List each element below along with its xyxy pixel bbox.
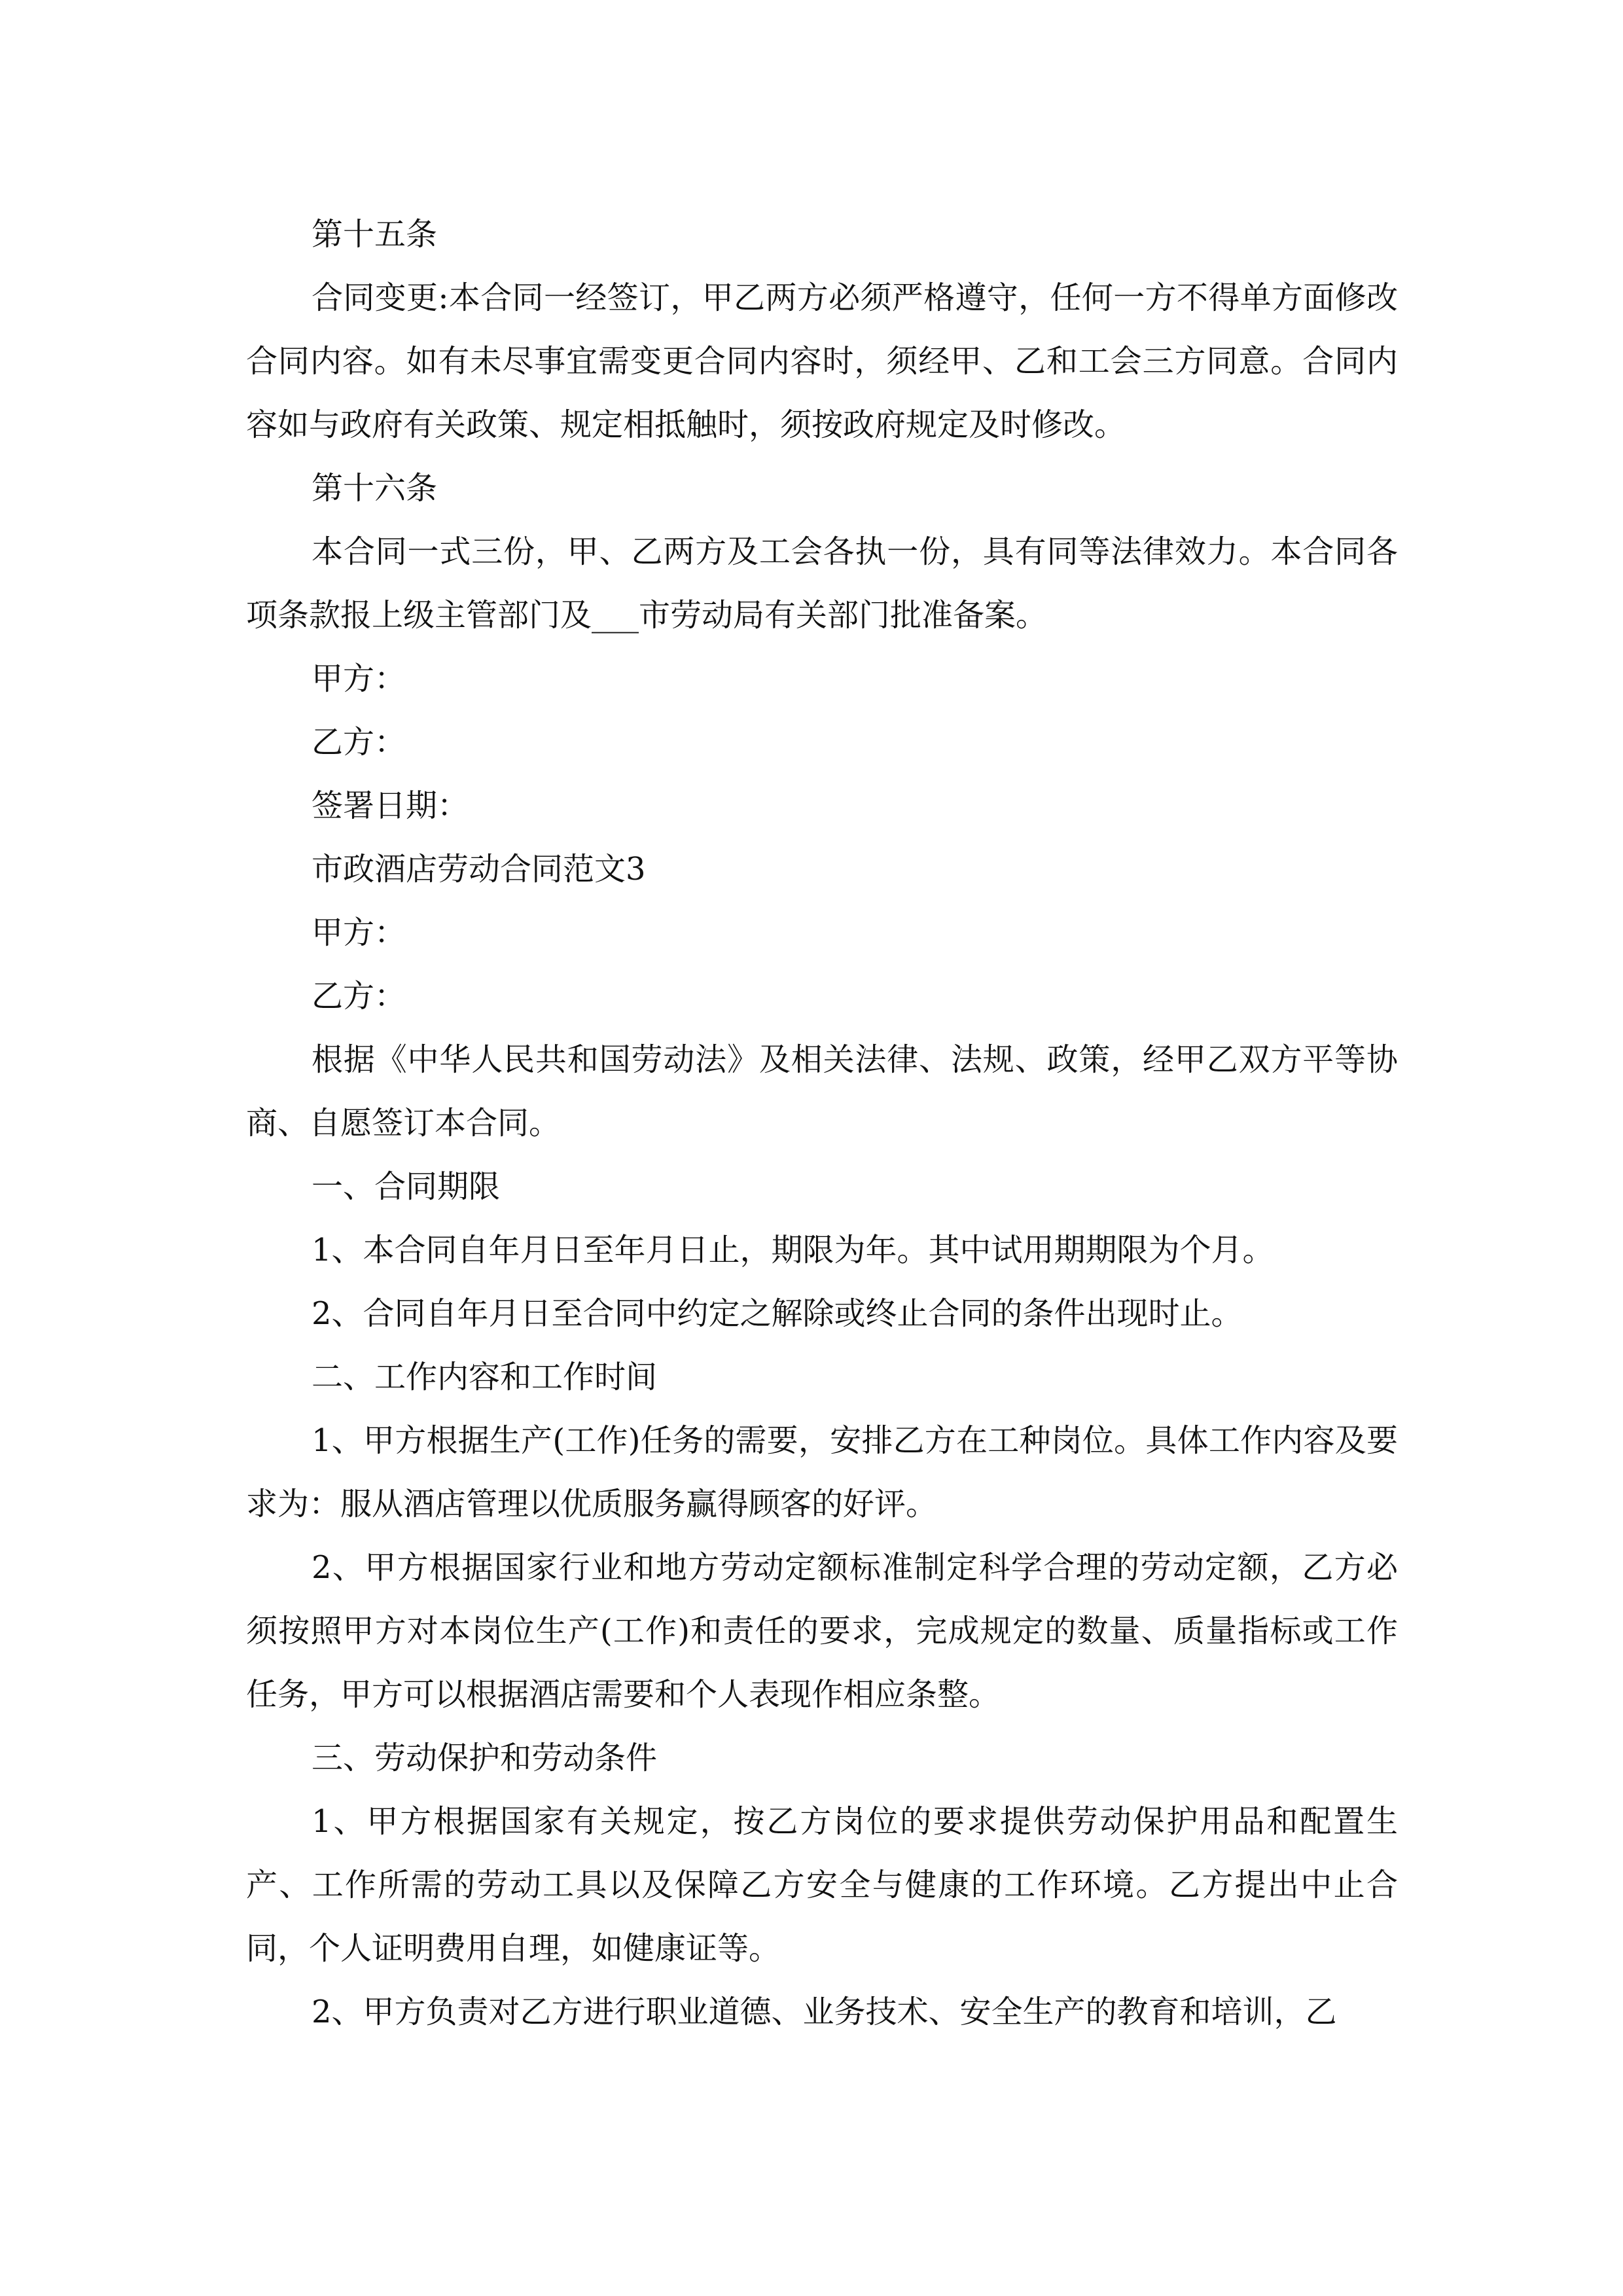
clause: 2、合同自年月日至合同中约定之解除或终止合同的条件出现时止。 [312,1295,1243,1332]
section-heading: 三、劳动保护和劳动条件 [312,1740,658,1776]
paragraph: 本合同一式三份，甲、乙两方及工会各执一份，具有同等法律效力。本合同各项条款报上级主管部门及___市劳动局有关部门批准备案。 [246,533,1398,634]
clause: 2、甲方根据国家行业和地方劳动定额标准制定科学合理的劳动定额，乙方必须按照甲方对本岗位生产(工作)和责任的要求，完成规定的数量、质量指标或工作任务，甲方可以根据酒店需要和个人表现作相应条整。 [246,1549,1398,1713]
section-title: 市政酒店劳动合同范文3 [312,851,646,888]
party-a-label: 甲方： [312,660,406,697]
party-a-label: 甲方： [312,914,406,951]
clause: 1、甲方根据生产(工作)任务的需要，安排乙方在工种岗位。具体工作内容及要求为：服从酒店管理以优质服务赢得顾客的好评。 [246,1422,1398,1522]
signing-date-label: 签署日期： [312,787,469,824]
party-b-label: 乙方： [312,978,406,1014]
article-heading: 第十六条 [312,470,438,507]
article-heading: 第十五条 [312,216,438,253]
clause: 1、甲方根据国家有关规定，按乙方岗位的要求提供劳动保护用品和配置生产、工作所需的劳动工具以及保障乙方安全与健康的工作环境。乙方提出中止合同，个人证明费用自理，如健康证等。 [246,1803,1398,1967]
section-heading: 二、工作内容和工作时间 [312,1359,658,1395]
document-body [246,203,1398,2044]
clause: 2、甲方负责对乙方进行职业道德、业务技术、安全生产的教育和培训，乙 [312,1994,1337,2030]
paragraph: 根据《中华人民共和国劳动法》及相关法律、法规、政策，经甲乙双方平等协商、自愿签订本合同。 [246,1041,1398,1141]
paragraph: 合同变更:本合同一经签订，甲乙两方必须严格遵守，任何一方不得单方面修改合同内容。如有未尽事宜需变更合同内容时，须经甲、乙和工会三方同意。合同内容如与政府有关政策、规定相抵触时，须按政府规定及时修改。 [246,279,1398,443]
party-b-label: 乙方： [312,724,406,761]
clause: 1、本合同自年月日至年月日止，期限为年。其中试用期期限为个月。 [312,1232,1274,1268]
section-heading: 一、合同期限 [312,1168,501,1205]
